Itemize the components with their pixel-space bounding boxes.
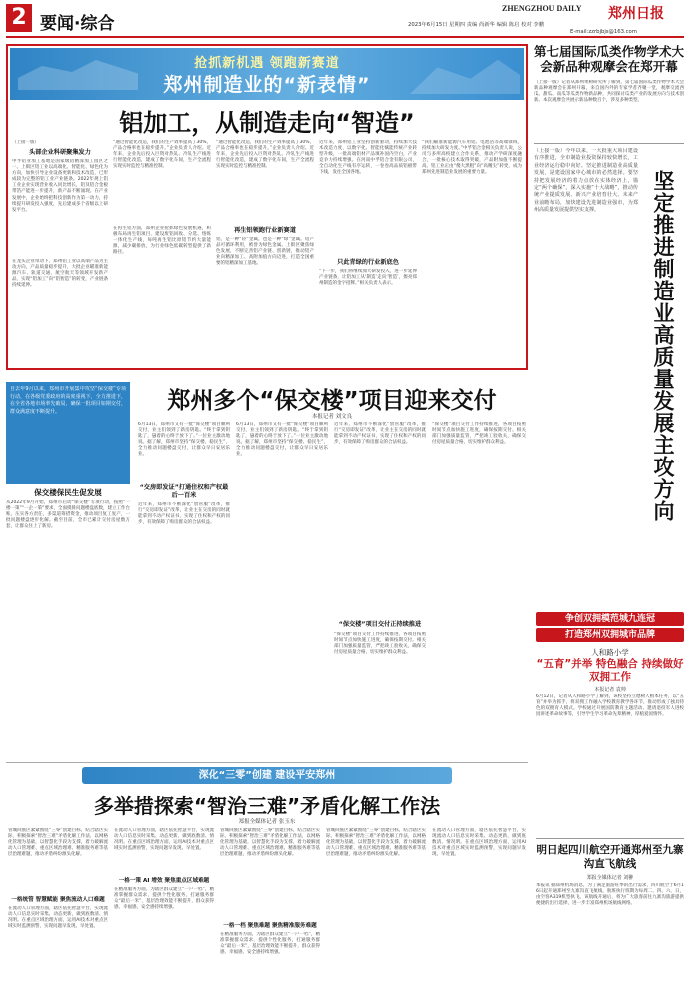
- sidebar-intro: 自去年9月以来，郑州市开展集中攻坚“保交楼”专项行动，在各级党委政府的高度重视下，全力推进下，在全省各地市场率先破局，确保一批项目如期交付，群众满意度不断提升。: [10, 386, 126, 415]
- right-bottom-rule: [536, 838, 684, 839]
- right-mid-kicker: 人和路小学: [591, 648, 629, 657]
- right-mid-body: 6月12日，记者从人和路小学了解到，该校坚持立德树人根本任务，以“五育”并举为抓手，将双拥工作融入学校教育教学各环节，推动形成了独具特色的双拥育人模式。学校通过开展国防教育主题活动、邀请退役军人进校园讲述革命故事等，引导学生学习革命先辈精神，厚植爱国情怀。: [536, 694, 684, 718]
- right-bottom-body: 本报讯 据郑州机场消息，为了满足旅游旺季的出行需求，四川航空于6月16日起开通郑州至九寨沟直飞航线，航班执行班期为每周二、四、六、日，由空客A319机型执飞。该航线开通后，将为广大旅客前往九寨沟旅游提供便捷的出行选择，进一步丰富郑州机场航线网络。: [536, 883, 684, 907]
- top-subhead-1: 头部企业科研聚集发力: [29, 149, 91, 156]
- second-col4: “保交楼”项目交付工作持续推进，各项目按照时间节点加快施工进度，确保按期交付。相关部门加强质量监管，严把竣工验收关，确保交付房屋质量合格，切实维护群众利益。: [432, 422, 526, 446]
- top-col4-a: 近年来，郑州铝工业坚持创新驱动，持续加大技术改造力度，以数字化、智能化赋能传统产业转型升级，一批高端铝材产品填补国内空白，产业竞争力持续增强。在河南中孚铝合金有限公司，全自动化生产线有序运转，一卷卷高品质铝板带下线，发往全国各地。: [319, 140, 417, 176]
- banner-line1: 抢抓新机遇 领跑新赛道: [194, 56, 340, 71]
- top-col3-a: “通过智能化改造，我们的生产效率提高了30%，产品合格率也在稳步提升。”企业负责人介绍。近年来，企业先后投入巨资对热轧、冷轧生产线进行智能化改造，建成了数字化车间，生产全流程实现实时监控与精准控制。: [216, 140, 314, 170]
- bottom-banner: 深化“三零”创建 建设平安郑州: [82, 767, 452, 784]
- bottom-subhead-1: 一格统管 智慧赋能 聚焦流动人口难题: [11, 897, 105, 903]
- date-line: 2023年6月15日 星期四 责编 尚新华 编辑 陈启 校对 李鹏: [408, 22, 545, 28]
- email-line: E-mail:zzrbjbjs@163.com: [570, 29, 637, 35]
- second-col3-b: “保交楼”项目交付工作持续推进，各项目按照时间节点加快施工进度，确保按期交付。相关部门加强质量监管，严把竣工验收关，确保交付房屋质量合格，切实维护群众利益。: [334, 632, 426, 656]
- bottom-col2-a: 在流动人口管理方面，辖区依托智慧平台，实现流动人口信息实时采集、动态更新，做到底数清、情况明。在重点区域治理方面，运用AI技术对重点区域实时监测预警，实现问题早发现、早处置。: [114, 828, 214, 852]
- second-subhead-2: “保交楼”项目交付正持续推进: [338, 621, 422, 628]
- right-bottom-headline: 明日起四川航空开通郑州至九寨沟直飞航线: [536, 844, 684, 870]
- top-intro: （上接一版）: [12, 140, 39, 145]
- top-headline: 铝加工，从制造走向“智造”: [119, 109, 415, 137]
- sidebar-heading: 保交楼保民生促发展: [34, 488, 102, 497]
- second-byline: 本报记者 刘文良: [311, 414, 353, 420]
- bottom-byline: 郑报全媒体记者 张玉东: [238, 819, 296, 825]
- top-col4-b: “下一步，我们将继续加大研发投入，进一步延伸产业链条，让铝加工从‘制造’走向‘智造’，擦亮郑州制造的金字招牌。”相关负责人表示。: [319, 269, 417, 287]
- top-col1-b: 在龙头企业带动下，郑州铝工业以高端产品为主攻方向，产品质量稳步提升，大批企业瞄准新能源汽车、轨道交通、航空航天等领域开发新产品，实现“铝加工”向“铝智造”的转变，产业链条持续延伸。: [12, 259, 108, 289]
- top-subhead-3: 只此青绿的行业新底色: [337, 259, 399, 266]
- page-number: 2: [6, 4, 32, 32]
- header-rule: [6, 36, 684, 38]
- right-bottom-byline: 郑报全媒体记者 刘翀: [586, 875, 634, 881]
- bottom-col4: 管城回族区紧紧围绕“三零”创建目标，结合辖区实际，积极探索“智治三难”矛盾化解工作法，以网格化管理为基础，以智慧化手段为支撑，着力破解流动人口管理难、重点区域治理难、精准服务难等基层治理难题，推动矛盾纠纷源头化解。: [326, 828, 426, 858]
- bottom-subhead-3: 一格一档 聚焦难题 聚焦精准服务难题: [223, 923, 317, 929]
- banner-line2: 郑州制造业的“新表情”: [163, 74, 371, 96]
- bottom-subhead-2: 一格一策 AI 增效 聚焦重点区域难题: [118, 878, 210, 884]
- pill-1: 争创双拥模范城九连冠: [536, 612, 684, 626]
- bottom-col5: 在流动人口管理方面，辖区依托智慧平台，实现流动人口信息实时采集、动态更新，做到底数清、情况明。在重点区域治理方面，运用AI技术对重点区域实时监测预警，实现问题早发现、早处置。: [432, 828, 526, 858]
- top-subhead-2: 再生铝领跑行业新赛道: [234, 227, 296, 234]
- second-col1-b: 近年来，郑州市不断深化“放管服”改革，推行“交房即发证”改革，让业主在交房的同时就能拿到不动产权证书，实现了住权和产权的同步，有效保障了购房群众的合法权益。: [138, 502, 230, 526]
- second-headline: 郑州多个“保交楼”项目迎来交付: [167, 388, 497, 414]
- second-col3-a: 近年来，郑州市不断深化“放管服”改革，推行“交房即发证”改革，让业主在交房的同时就能拿到不动产权证书，实现了住权和产权的同步，有效保障了购房群众的合法权益。: [334, 422, 426, 446]
- masthead-en: ZHENGZHOU DAILY: [502, 4, 582, 13]
- pill-2: 打造郑州双拥城市品牌: [536, 628, 684, 642]
- top-col1-a: 中孚铝业加工基地是国家级铝精深加工园区之一。上街区铝工业以高端化、智能化、绿色化为方向，加快引导企业设备更新和技术改造，已形成较为完整的铝工业产业链条。2022年规上铝工业企业实现营业收入同比增长，铝及铝合金板带箔产能进一步提升，新产品不断涌现。在产业发展中，企业始终把科技创新作为第一动力，持续提升研发投入强度，先后建成多个省级以上研发平台。: [12, 159, 108, 213]
- right-divider: [534, 143, 684, 144]
- top-col5: “我们瞄准新能源汽车用铝、电池箔等高端领域，持续加大研发力度。”中孚铝合金相关负责人说，公司与多所高校建立合作关系，推动产学研深度融合，一批核心技术取得突破，产品附加值不断提高。铝工业正由“傻大黑粗”向“高精尖”转变，成为郑州先进制造业发展的重要力量。: [422, 140, 522, 176]
- top-banner: [10, 48, 524, 100]
- bottom-col3-a: 管城回族区紧紧围绕“三零”创建目标，结合辖区实际，积极探索“智治三难”矛盾化解工作法，以网格化管理为基础，以智慧化手段为支撑，着力破解流动人口管理难、重点区域治理难、精准服务难等基层治理难题，推动矛盾纠纷源头化解。: [220, 828, 320, 858]
- top-col2-b: 在再生铝方面，郑州企业抢抓绿色发展机遇，积极布局再生铝项目，建设废铝回收、分选、熔炼一体化生产线，每吨再生铝比原铝节约大量能源，减少碳排放，为行业绿色低碳转型提供了新路径。: [113, 226, 211, 256]
- second-subhead-1: “交房即发证”打通住权和产权最后一百米: [139, 484, 229, 499]
- vertical-title: 坚定推进制造业高质量发展主攻方向: [651, 170, 675, 522]
- second-col2: 6月13日，郑州市又有一批“保交楼”项目顺利交付，业主们领到了新房钥匙。“终于拿到钥匙了，悬着的心终于放下了。”一位业主激动地说。据了解，郑州市坚持“保交楼、稳民生”，全力推动问题楼盘交付，让群众早日安居乐业。: [236, 422, 328, 458]
- bottom-col1-a: 管城回族区紧紧围绕“三零”创建目标，结合辖区实际，积极探索“智治三难”矛盾化解工作法，以网格化管理为基础，以智慧化手段为支撑，着力破解流动人口管理难、重点区域治理难、精准服务难等基层治理难题，推动矛盾纠纷源头化解。: [8, 828, 108, 858]
- bottom-col1-b: 在流动人口管理方面，辖区依托智慧平台，实现流动人口信息实时采集、动态更新，做到底数清、情况明。在重点区域治理方面，运用AI技术对重点区域实时监测预警，实现问题早发现、早处置。: [8, 906, 108, 930]
- bottom-rule: [6, 762, 528, 763]
- bottom-col2-b: 在精准服务方面，为辖区群众建立“一户一档”，精准掌握群众需求，提供个性化服务，打通服务群众“最后一米”，基层治理效能不断提升，群众获得感、幸福感、安全感持续增强。: [114, 887, 214, 911]
- bottom-headline: 多举措探索“智治三难”矛盾化解工作法: [93, 794, 441, 818]
- second-col1-a: 6月13日，郑州市又有一批“保交楼”项目顺利交付，业主们领到了新房钥匙。“终于拿到钥匙了，悬着的心终于放下了。”一位业主激动地说。据了解，郑州市坚持“保交楼、稳民生”，全力推动问题楼盘交付，让群众早日安居乐业。: [138, 422, 230, 458]
- masthead-logo: 郑州日报: [608, 7, 664, 22]
- bottom-col3-b: 在精准服务方面，为辖区群众建立“一户一档”，精准掌握群众需求，提供个性化服务，打通服务群众“最后一米”，基层治理效能不断提升，群众获得感、幸福感、安全感持续增强。: [220, 932, 320, 956]
- sidebar-body: 从2022年9月开始，郑州市启动“保交楼”专项行动，按照“一楼一策”“一企一策”要求，全面摸排问题楼盘底数，建立工作台账，压实各方责任，多渠道筹措资金，推动项目复工复产，一批问题楼盘逐步化解。截至目前，全市已累计交付房屋数万套，让群众住上了新房。: [6, 500, 130, 530]
- right-mid-byline: 本报记者 袁帅: [594, 687, 626, 693]
- right-mid-headline: “五育”并举 特色融合 持续做好双拥工作: [536, 658, 684, 683]
- top-col3-b: 铝，是一种“轻”金属，也是一种“绿”金属。铝产品可循环利用，被誉为绿色金属。上街区聚焦绿色发展，不断完善铝产业链、创新链，推动铝产业向精深加工、高附加值方向迈进，打造全国重要的铝精深加工基地。: [216, 237, 314, 267]
- right-top-body: （上接一版）记者从郑州果树研究所了解到，第七届国际瓜类作物学术大会新品种观摩会在郑州开幕，来自国内外的专家学者齐聚一堂，观摩交流西瓜、甜瓜、南瓜等瓜类作物新品种，共同探讨瓜类产业的发展方向与技术创新。本次观摩会共展示新品种数百个，涉及多种类型。: [534, 80, 684, 104]
- sidebar-box: [6, 382, 130, 484]
- right-column-text: （上接一版）今年以来，一大批重大项目建设有序推进，全市制造业投资保持较快增长，工业经济运行稳中向好。坚定推进制造业高质量发展，是建设国家中心城市的必然选择。要坚持把发展经济的着力点放在实体经济上，锚定“两个确保”，深入实施“十大战略”，推动传统产业提质发展、新兴产业培育壮大、未来产业前瞻布局，加快建设先进制造业强市，为郑州高质量发展提供坚实支撑。: [534, 148, 638, 214]
- section-title: 要闻·综合: [40, 14, 115, 34]
- top-col2-a: “通过智能化改造，我们的生产效率提高了30%，产品合格率也在稳步提升。”企业负责人介绍。近年来，企业先后投入巨资对热轧、冷轧生产线进行智能化改造，建成了数字化车间，生产全流程实现实时监控与精准控制。: [113, 140, 211, 170]
- right-top-headline: 第七届国际瓜类作物学术大会新品种观摩会在郑开幕: [534, 44, 685, 74]
